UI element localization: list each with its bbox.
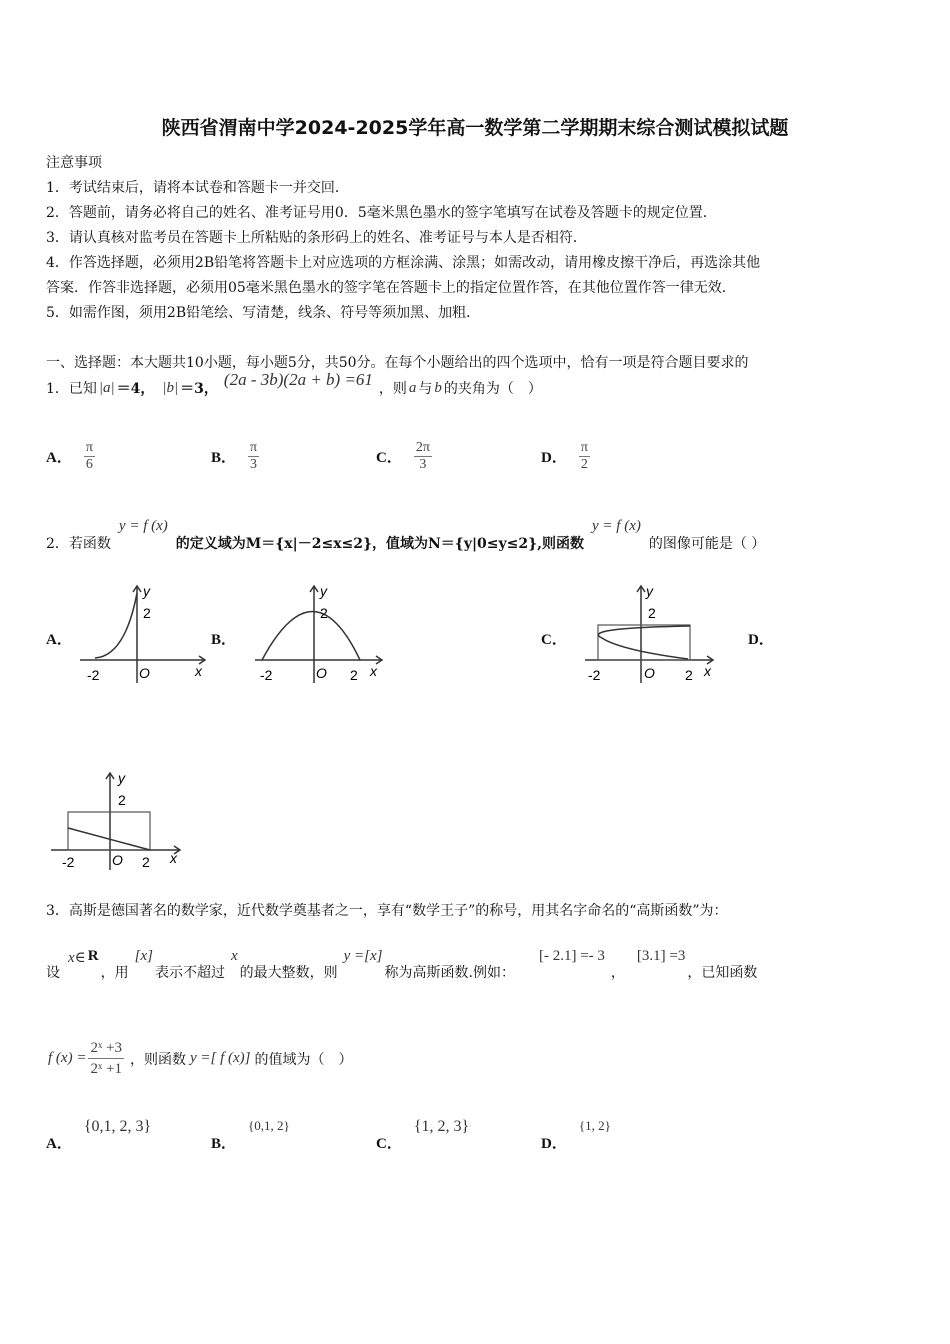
q3-chengwei: 称为高斯函数.例如：: [384, 965, 515, 981]
q1-option-a-value: $\frac{\pi}{6}$: [85, 440, 93, 472]
origin-label: O: [112, 852, 123, 868]
q1-option-d[interactable]: D． $\frac{\pi}{2}$: [541, 440, 588, 472]
q1-prefix: 1．已知: [46, 381, 97, 397]
q3-yf: y =[ f (x)]: [189, 1050, 251, 1066]
q1-eq4: ＝4，: [116, 381, 155, 397]
q3-option-b[interactable]: B． {0,1, 2}: [211, 1118, 290, 1152]
notice-heading: 注意事项: [46, 155, 102, 171]
q3-ze: ，则函数: [129, 1051, 186, 1068]
tick-label: 2: [350, 667, 358, 683]
notice-item: 2．答题前，请务必将自己的姓名、准考证号用0．5毫米黑色墨水的签字笔填写在试卷及答题卡的规定位置．: [46, 205, 717, 221]
tick-label: -2: [588, 667, 601, 683]
q1-option-c-value: $\frac{2\pi}{3}$: [415, 440, 430, 472]
question-2-stem: [46, 518, 766, 553]
q3-she: 设: [46, 965, 60, 981]
q3-option-b-value: {0,1, 2}: [248, 1118, 290, 1133]
q1-vec-a: a: [408, 379, 417, 396]
notice-item: 答案．作答非选择题，必须用05毫米黑色墨水的签字笔在答题卡上的指定位置作答，在其他位置作答一律无效．: [46, 280, 736, 296]
q3-x: x: [230, 948, 238, 964]
q1-option-b-value: $\frac{\pi}{3}$: [250, 440, 258, 472]
graph-d: [48, 765, 193, 875]
graph-c: [580, 578, 720, 688]
q3-example-1: [- 2.1] =- 3: [538, 948, 605, 964]
q1-yu: 与: [418, 381, 433, 397]
section-heading: 一、选择题：本大题共10小题，每小题5分，共50分。在每个小题给出的四个选项中，恰有一项是符合题目要求的: [46, 355, 749, 371]
tick-label: 2: [143, 605, 151, 621]
q3-biaoshi: 表示不超过: [154, 965, 225, 981]
question-1-stem: [46, 370, 542, 398]
tick-label: -2: [87, 667, 100, 683]
notice-item: 5．如需作图，须用2B铅笔绘、写清楚，线条、符号等须加黑、加粗．: [46, 305, 481, 321]
q3-fx-fraction: [88, 1038, 124, 1079]
q3-R: R: [87, 948, 99, 964]
notice-item: 3．请认真核对监考员在答题卡上所粘贴的条形码上的姓名、准考证号与本人是否相符．: [46, 230, 587, 246]
origin-label: O: [644, 665, 655, 681]
q3-zuida: 的最大整数，则: [239, 965, 338, 981]
q1-option-c[interactable]: C． $\frac{2\pi}{3}$: [376, 440, 430, 472]
q1-vec-b: b: [434, 379, 442, 396]
q1-mid: ，则: [378, 381, 407, 397]
q3-option-d[interactable]: D． {1, 2}: [541, 1118, 611, 1152]
notice-item: 1．考试结束后，请将本试卷和答题卡一并交回．: [46, 180, 349, 196]
q1-option-a[interactable]: A． $\frac{\pi}{6}$: [46, 440, 93, 472]
q2-option-b[interactable]: B．: [211, 632, 237, 648]
tick-label: 2: [648, 605, 656, 621]
q3-option-a[interactable]: A． {0,1, 2, 3}: [46, 1118, 152, 1152]
q3-comma: ，: [610, 965, 625, 981]
q3-x-in: x∈: [68, 950, 86, 966]
tick-label: 2: [685, 667, 693, 683]
q3-fx-denominator: 2ˣ +1: [90, 1061, 122, 1077]
q3-bracket-x: [x]: [134, 948, 153, 964]
q3-gauss-func: y =[x]: [343, 948, 383, 964]
q2-func2: y = f (x): [592, 518, 641, 534]
tick-label: -2: [260, 667, 273, 683]
tick-label: 2: [118, 792, 126, 808]
question-3-line2: [46, 948, 757, 982]
tick-label: 2: [142, 854, 150, 870]
origin-label: O: [316, 665, 327, 681]
x-axis-label: x: [195, 663, 202, 679]
graph-b: [250, 578, 390, 688]
q1-abs-a: |a|: [98, 379, 115, 396]
q1-abs-b: |b|: [162, 379, 179, 396]
q3-option-c[interactable]: C． {1, 2, 3}: [376, 1118, 470, 1152]
question-3-line3: [48, 1038, 353, 1079]
y-axis-label: y: [320, 583, 327, 599]
page-title: 陕西省渭南中学2024-2025学年高一数学第二学期期末综合测试模拟试题: [161, 117, 789, 139]
q2-suffix: 的图像可能是（ ）: [648, 536, 766, 552]
q1-option-b[interactable]: B． $\frac{\pi}{3}$: [211, 440, 258, 472]
notice-item: 4．作答选择题，必须用2B铅笔将答题卡上对应选项的方框涂满、涂黑；如需改动，请用橡皮擦干净后，再选涂其他: [46, 255, 761, 271]
tick-label: 2: [320, 605, 328, 621]
q2-option-a[interactable]: A．: [46, 632, 72, 648]
tick-label: -2: [62, 854, 75, 870]
x-axis-label: x: [370, 663, 377, 679]
q3-fx: f (x) =: [48, 1050, 87, 1066]
q3-yizhi: ，已知函数: [687, 965, 758, 981]
q2-func: y = f (x): [118, 518, 168, 534]
x-axis-label: x: [704, 663, 711, 679]
q3-fx-numerator: 2ˣ +3: [88, 1038, 124, 1059]
q2-option-d[interactable]: D．: [748, 632, 774, 648]
q3-zhiyu: 的值域为（ ）: [254, 1051, 353, 1068]
graph-a: [75, 578, 215, 688]
q3-yong: ，用: [100, 965, 129, 981]
q1-eq3: ＝3，: [180, 381, 218, 397]
y-axis-label: y: [646, 583, 653, 599]
q3-option-d-value: {1, 2}: [578, 1118, 611, 1133]
q2-mid: 的定义域为M＝{x|－2≤x≤2}，值域为N＝{y|0≤y≤2},则函数: [175, 536, 584, 552]
x-axis-label: x: [170, 850, 177, 866]
q2-prefix: 2．若函数: [46, 536, 111, 552]
q3-option-c-value: {1, 2, 3}: [413, 1118, 470, 1135]
q1-option-d-value: $\frac{\pi}{2}$: [580, 440, 588, 472]
q1-suffix: 的夹角为（ ）: [443, 381, 542, 397]
q3-option-a-value: {0,1, 2, 3}: [83, 1118, 152, 1135]
q2-option-c[interactable]: C．: [541, 632, 567, 648]
q1-expression: (2a - 3b)(2a + b) =61: [223, 370, 373, 389]
y-axis-label: y: [118, 770, 125, 786]
origin-label: O: [139, 665, 150, 681]
q3-example-2: [3.1] =3: [636, 948, 686, 964]
y-axis-label: y: [143, 583, 150, 599]
question-3-stem: 3．高斯是德国著名的数学家，近代数学奠基者之一，享有“数学王子”的称号，用其名字命名的“高斯函数”为：: [46, 903, 728, 919]
